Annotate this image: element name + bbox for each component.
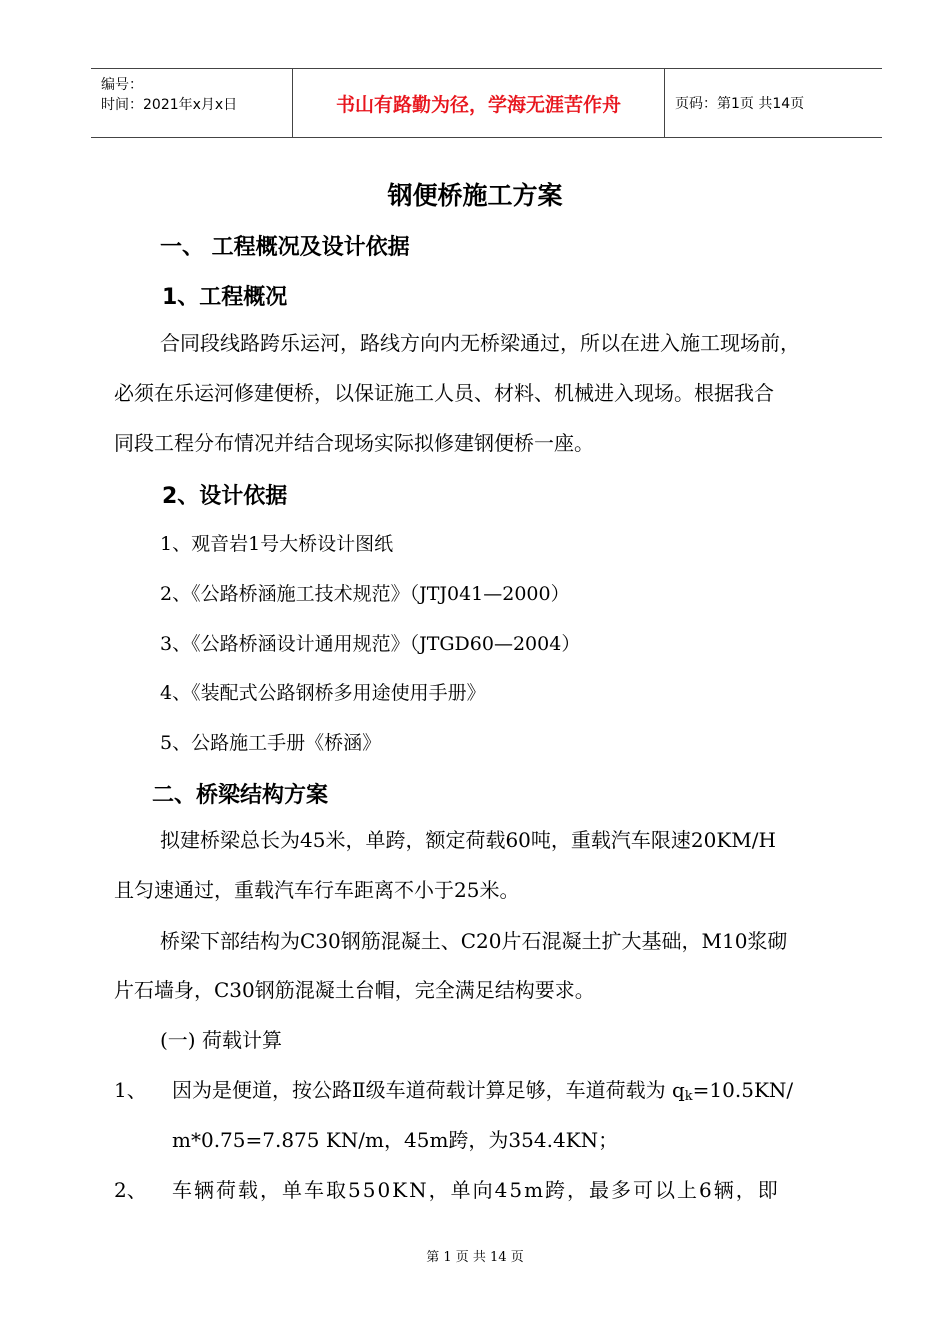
paragraph-line: 拟建桥梁总长为45米，单跨，额定荷载60吨，重载汽车限速20KM/H bbox=[160, 828, 776, 852]
reference-item: 2、《公路桥涵施工技术规范》（JTJ041—2000） bbox=[160, 583, 570, 605]
paragraph-line: 必须在乐运河修建便桥，以保证施工人员、材料、机械进入现场。根据我合 bbox=[114, 381, 774, 405]
paragraph-line: 同段工程分布情况并结合现场实际拟修建钢便桥一座。 bbox=[114, 431, 594, 455]
header-table bbox=[91, 68, 882, 138]
list-item-line: 车辆荷载，单车取550KN，单向45m跨，最多可以上6辆，即 bbox=[172, 1178, 780, 1202]
page-footer: 第 1 页 共 14 页 bbox=[426, 1250, 524, 1265]
header-page-label: 页码：第1页 共14页 bbox=[675, 96, 805, 112]
list-number: 1、 bbox=[114, 1078, 147, 1102]
paragraph-line: 且匀速通过，重载汽车行车距离不小于25米。 bbox=[114, 878, 520, 902]
section-heading-2: 二、桥梁结构方案 bbox=[152, 783, 329, 808]
list-item-line: m*0.75=7.875 KN/m，45m跨，为354.4KN； bbox=[172, 1128, 619, 1152]
load-calc-heading: (一) 荷载计算 bbox=[160, 1028, 282, 1052]
paragraph-line: 片石墙身，C30钢筋混凝土台帽，完全满足结构要求。 bbox=[114, 978, 595, 1002]
paragraph-line: 合同段线路跨乐运河，路线方向内无桥梁通过，所以在进入施工现场前， bbox=[160, 331, 800, 355]
reference-item: 3、《公路桥涵设计通用规范》（JTGD60—2004） bbox=[160, 633, 581, 655]
time-label: 时间：2021年x月x日 bbox=[101, 97, 238, 113]
document-title: 钢便桥施工方案 bbox=[387, 181, 563, 210]
subheading-overview: 1、工程概况 bbox=[162, 285, 288, 310]
reference-item: 5、公路施工手册《桥涵》 bbox=[160, 732, 382, 754]
section-heading-1: 一、 工程概况及设计依据 bbox=[160, 235, 410, 260]
paragraph-line: 桥梁下部结构为C30钢筋混凝土、C20片石混凝土扩大基础，M10浆砌 bbox=[160, 929, 788, 953]
header-meta-cell bbox=[91, 69, 292, 137]
list-number: 2、 bbox=[114, 1178, 147, 1202]
header-motto: 书山有路勤为径，学海无涯苦作舟 bbox=[292, 69, 665, 137]
reference-item: 4、《装配式公路钢桥多用途使用手册》 bbox=[160, 682, 486, 704]
number-label: 编号： bbox=[101, 77, 143, 93]
subheading-design-basis: 2、设计依据 bbox=[162, 484, 288, 509]
reference-item: 1、观音岩1号大桥设计图纸 bbox=[160, 533, 394, 555]
list-item-line: 因为是便道，按公路Ⅱ级车道荷载计算足够，车道荷载为 $q_k=10.5KN/$ bbox=[172, 1078, 794, 1104]
